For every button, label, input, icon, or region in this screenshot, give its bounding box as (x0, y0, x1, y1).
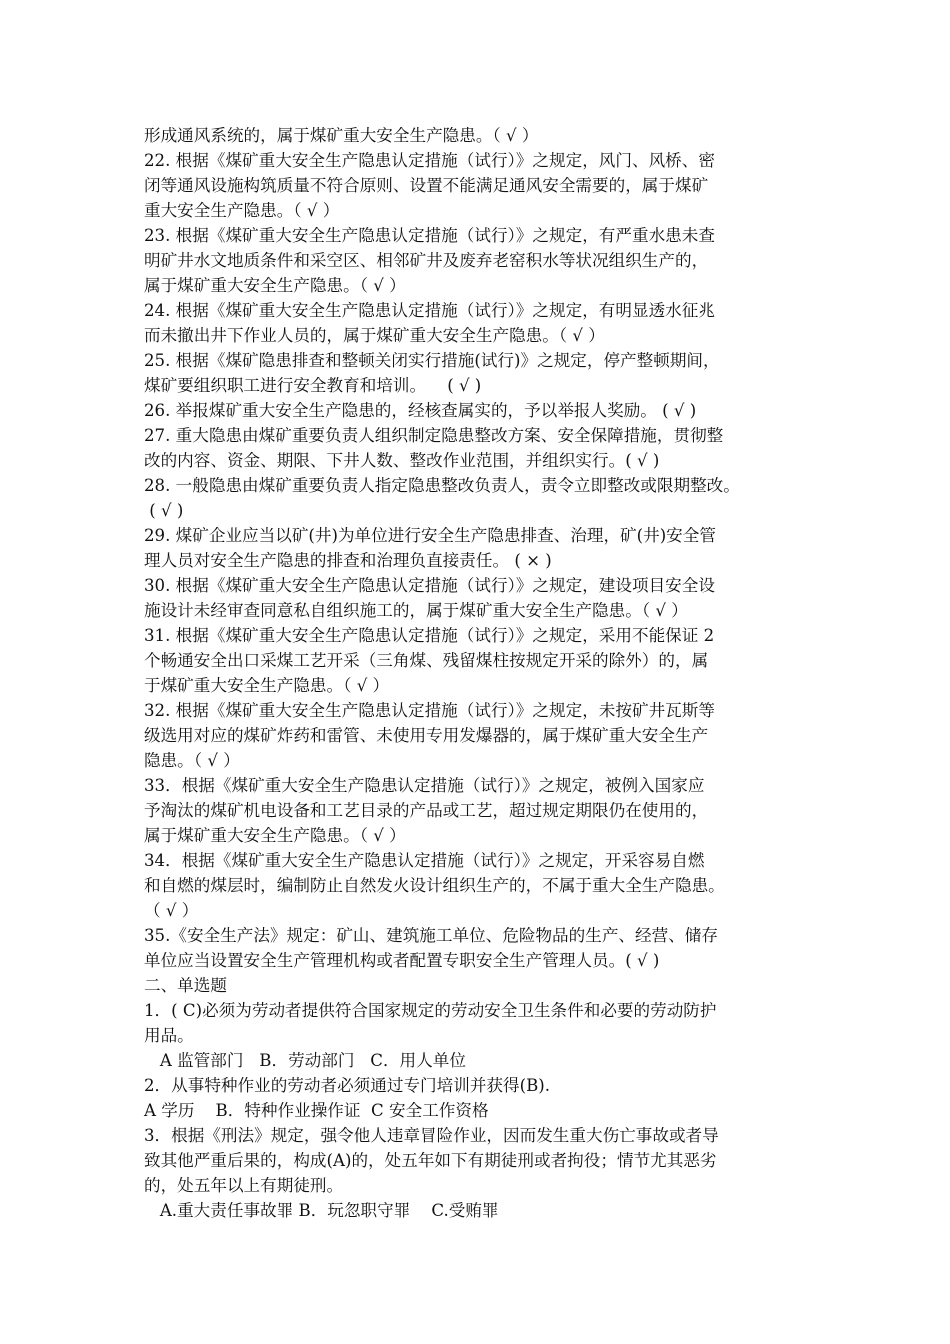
text-line: 明矿井水文地质条件和采空区、相邻矿井及废弃老窑积水等状况组织生产的， (144, 251, 709, 270)
text-line: 3．根据《刑法》规定，强令他人违章冒险作业，因而发生重大伤亡事故或者导 (144, 1126, 719, 1145)
text-line: 30. 根据《煤矿重大安全生产隐患认定措施（试行）》之规定，建设项目安全设 (144, 576, 715, 595)
text-line: 属于煤矿重大安全生产隐患。（ √ ） (144, 276, 406, 295)
text-line: 27. 重大隐患由煤矿重要负责人组织制定隐患整改方案、安全保障措施，贯彻整 (144, 426, 724, 445)
text-line: 23. 根据《煤矿重大安全生产隐患认定措施（试行）》之规定，有严重水患未查 (144, 226, 715, 245)
text-line: 闭等通风设施构筑质量不符合原则、设置不能满足通风安全需要的，属于煤矿 (144, 176, 709, 195)
text-line: 形成通风系统的，属于煤矿重大安全生产隐患。（ √ ） (144, 126, 539, 145)
text-line: 26. 举报煤矿重大安全生产隐患的，经核查属实的，予以举报人奖励。 ( √ ) (144, 401, 697, 420)
text-line: 致其他严重后果的，构成(A)的，处五年如下有期徒刑或者拘役；情节尤其恶劣 (144, 1151, 717, 1170)
text-line: 31. 根据《煤矿重大安全生产隐患认定措施（试行）》之规定，采用不能保证 2 (144, 626, 715, 645)
text-line: 的，处五年以上有期徒刑。 (144, 1176, 344, 1195)
text-line: 二、单选题 (144, 976, 227, 995)
text-line: 和自燃的煤层时，编制防止自然发火设计组织生产的，不属于重大全生产隐患。 (144, 876, 725, 895)
text-line: 32. 根据《煤矿重大安全生产隐患认定措施（试行）》之规定，未按矿井瓦斯等 (144, 701, 715, 720)
text-line: 级选用对应的煤矿炸药和雷管、未使用专用发爆器的，属于煤矿重大安全生产 (144, 726, 709, 745)
text-line: 28. 一般隐患由煤矿重要负责人指定隐患整改负责人，责令立即整改或限期整改。 (144, 476, 740, 495)
text-line: 24. 根据《煤矿重大安全生产隐患认定措施（试行）》之规定，有明显透水征兆 (144, 301, 715, 320)
text-line: 33．根据《煤矿重大安全生产隐患认定措施（试行）》之规定，被例入国家应 (144, 776, 705, 795)
text-line: ( √ ) (144, 501, 184, 520)
text-line: 单位应当设置安全生产管理机构或者配置专职安全生产管理人员。( √ ) (144, 951, 660, 970)
text-line: 施设计未经审查同意私自组织施工的，属于煤矿重大安全生产隐患。（ √ ） (144, 601, 688, 620)
text-line: 而未撤出井下作业人员的，属于煤矿重大安全生产隐患。（ √ ） (144, 326, 605, 345)
text-line: 个畅通安全出口采煤工艺开采（三角煤、残留煤柱按规定开采的除外）的，属 (144, 651, 709, 670)
text-line: 于煤矿重大安全生产隐患。（ √ ） (144, 676, 390, 695)
text-line: A 监管部门 B．劳动部门 C．用人单位 (144, 1051, 466, 1070)
text-line: 予淘汰的煤矿机电设备和工艺目录的产品或工艺，超过规定期限仍在使用的， (144, 801, 709, 820)
text-line: （ √ ） (144, 901, 199, 920)
text-line: 重大安全生产隐患。（ √ ） (144, 201, 340, 220)
text-line: 22. 根据《煤矿重大安全生产隐患认定措施（试行）》之规定，风门、风桥、密 (144, 151, 715, 170)
text-line: 34．根据《煤矿重大安全生产隐患认定措施（试行）》之规定，开采容易自燃 (144, 851, 705, 870)
text-line: 25. 根据《煤矿隐患排查和整顿关闭实行措施(试行)》之规定，停产整顿期间， (144, 351, 720, 370)
text-line: 用品。 (144, 1026, 194, 1045)
text-line: 属于煤矿重大安全生产隐患。（ √ ） (144, 826, 406, 845)
document-body (144, 123, 812, 1223)
text-line: 1．( C)必须为劳动者提供符合国家规定的劳动安全卫生条件和必要的劳动防护 (144, 1001, 717, 1020)
text-line: 改的内容、资金、期限、下井人数、整改作业范围，并组织实行。( √ ) (144, 451, 660, 470)
text-line: 隐患。（ √ ） (144, 751, 240, 770)
text-line: A 学历 B．特种作业操作证 C 安全工作资格 (144, 1101, 489, 1120)
text-line: 2．从事特种作业的劳动者必须通过专门培训并获得(B). (144, 1076, 551, 1095)
text-line: 煤矿要组织职工进行安全教育和培训。 ( √ ) (144, 376, 482, 395)
text-line: 理人员对安全生产隐患的排查和治理负直接责任。 ( × ) (144, 551, 552, 570)
text-line: 29. 煤矿企业应当以矿(井)为单位进行安全生产隐患排查、治理，矿(井)安全管 (144, 526, 716, 545)
text-line: A.重大责任事故罪 B．玩忽职守罪 C.受贿罪 (144, 1201, 499, 1220)
text-line: 35.《安全生产法》规定：矿山、建筑施工单位、危险物品的生产、经营、储存 (144, 926, 718, 945)
